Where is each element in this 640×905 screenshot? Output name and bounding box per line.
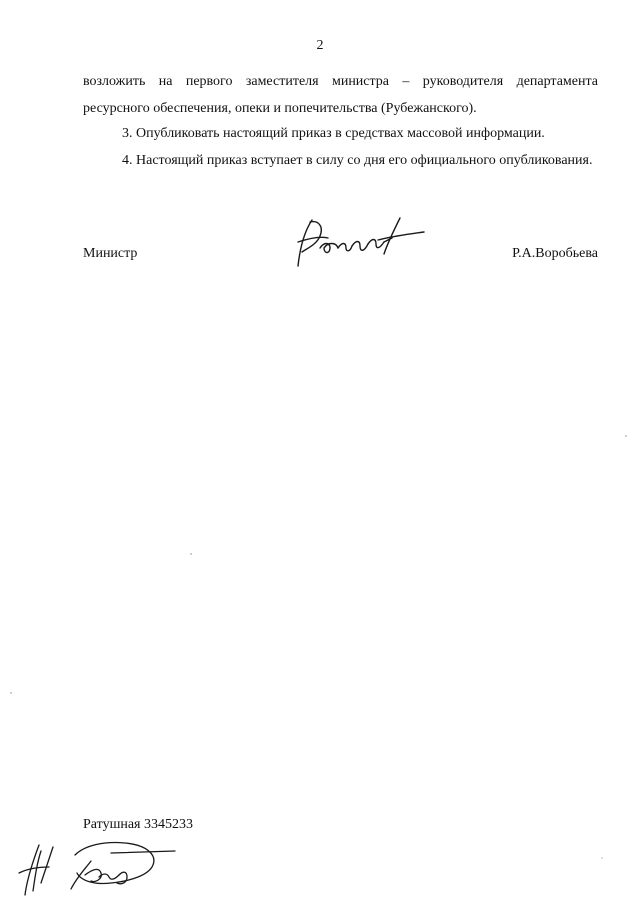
page-number: 2: [316, 38, 324, 53]
paragraph-item-4: 4. Настоящий приказ вступает в силу со дня его официального опубликования.: [122, 153, 593, 168]
executor-contact: Ратушная 3345233: [83, 817, 193, 832]
signer-position: Министр: [83, 246, 138, 261]
signer-name: Р.А.Воробьева: [512, 246, 598, 261]
paragraph-item-3: 3. Опубликовать настоящий приказ в средствах массовой информации.: [122, 126, 545, 141]
paragraph-continuation-line-1: возложить на первого заместителя министра – руководителя департамента: [83, 74, 598, 89]
paragraph-continuation-line-2: ресурсного обеспечения, опеки и попечительства (Рубежанского).: [83, 101, 477, 116]
